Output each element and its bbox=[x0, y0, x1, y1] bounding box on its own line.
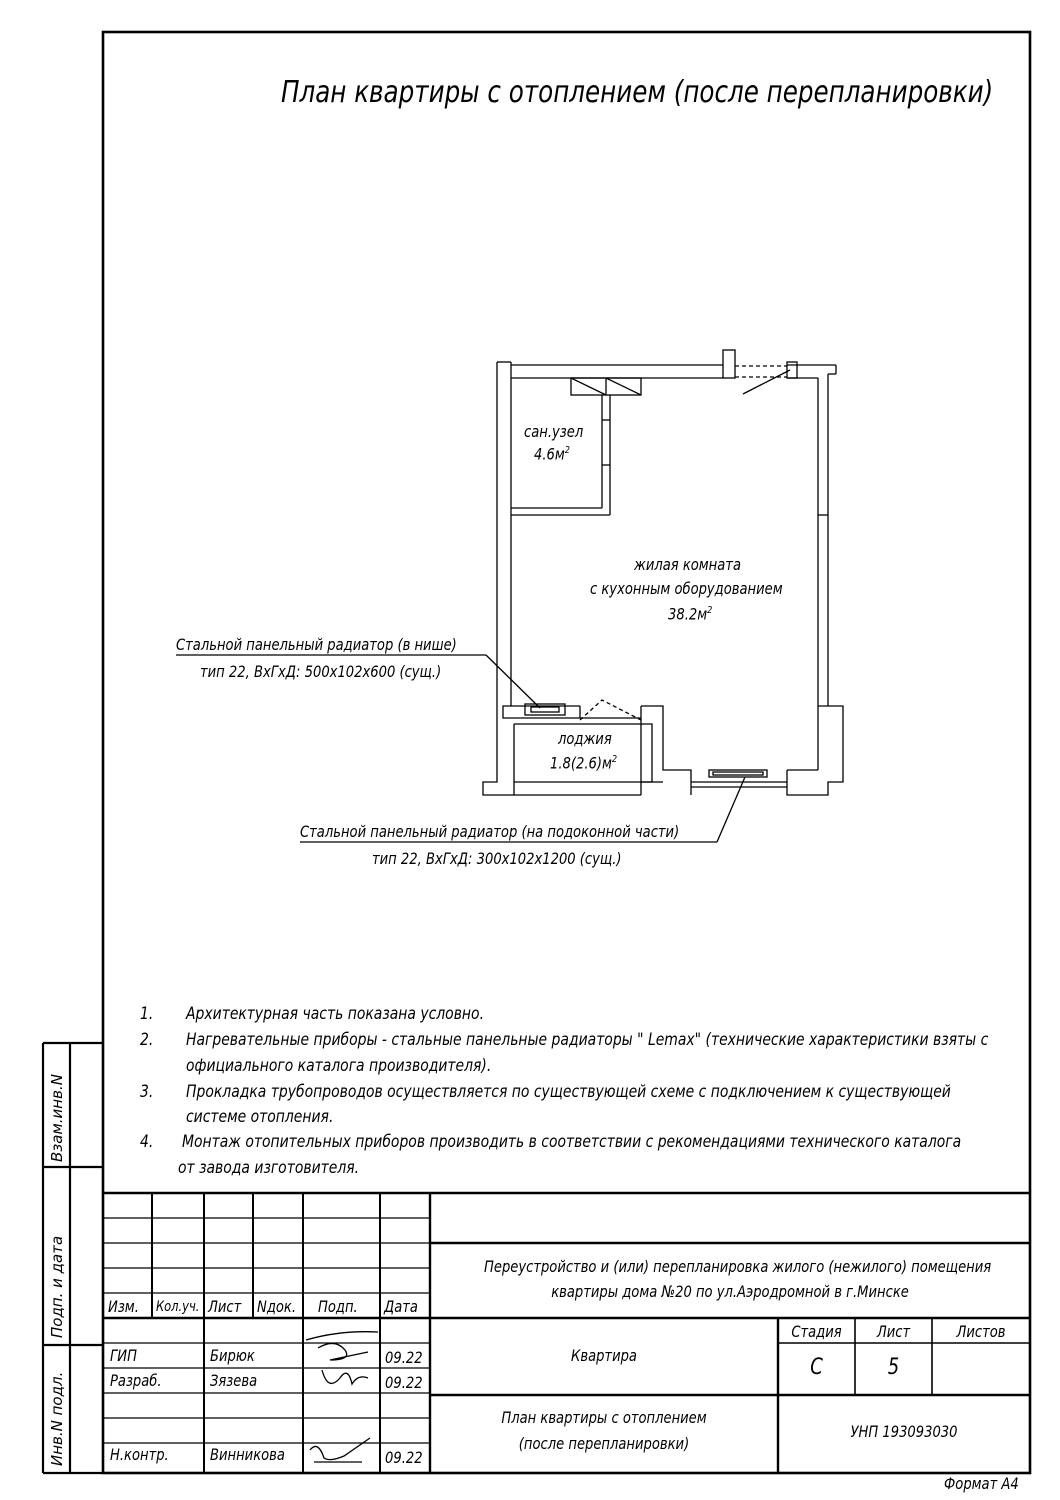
living-equipment: с кухонным оборудованием bbox=[590, 579, 783, 598]
header-ndok: Nдок. bbox=[257, 1297, 297, 1316]
note-text-cont: официального каталога производителя). bbox=[186, 1056, 492, 1076]
object-name: Квартира bbox=[571, 1346, 637, 1365]
bathroom-name: сан.узел bbox=[524, 422, 584, 441]
drawing-line1: План квартиры с отоплением bbox=[501, 1408, 707, 1427]
loggia-area: $1.8(2.6)м^2$ bbox=[550, 753, 618, 773]
sheets-label: Листов bbox=[956, 1322, 1006, 1341]
bathroom-area: $4.6м^2$ bbox=[534, 444, 570, 464]
living-name: жилая комната bbox=[634, 555, 741, 574]
date-norm: 09.22 bbox=[385, 1448, 423, 1467]
header-izm: Изм. bbox=[108, 1297, 139, 1316]
stage-label: Стадия bbox=[791, 1322, 842, 1341]
format-label: Формат А4 bbox=[944, 1474, 1019, 1493]
sheet-title: План квартиры с отоплением (после перепланировки) bbox=[281, 75, 994, 110]
note-text-cont: от завода изготовителя. bbox=[178, 1158, 360, 1178]
radiator-sill-label: Стальной панельный радиатор (на подоконной части) bbox=[300, 822, 680, 841]
stage-value: С bbox=[810, 1355, 823, 1380]
role-norm: Н.контр. bbox=[110, 1445, 169, 1464]
radiator-niche-spec: тип 22, ВхГхД: 500х102х600 (сущ.) bbox=[200, 662, 442, 681]
drawing-line2: (после перепланировки) bbox=[518, 1434, 690, 1453]
date-dev: 09.22 bbox=[385, 1373, 423, 1392]
note-text: Нагревательные приборы - стальные панельные радиаторы " Lemax" (технические характеристики взяты с bbox=[186, 1030, 989, 1050]
note-number: 1. bbox=[140, 1004, 154, 1024]
name-gip: Бирюк bbox=[210, 1346, 255, 1365]
header-kol: Кол.уч. bbox=[156, 1299, 200, 1315]
radiator-sill-spec: тип 22, ВхГхД: 300х102х1200 (сущ.) bbox=[372, 849, 622, 868]
header-podp: Подп. bbox=[318, 1297, 358, 1316]
side-stamp-swap: Взам.инв.N bbox=[48, 1074, 66, 1162]
note-number: 2. bbox=[140, 1030, 154, 1050]
role-dev: Разраб. bbox=[110, 1371, 162, 1390]
role-gip: ГИП bbox=[110, 1346, 137, 1365]
sheet-value: 5 bbox=[887, 1355, 900, 1380]
note-text-cont: системе отопления. bbox=[186, 1107, 334, 1127]
sheet-label: Лист bbox=[876, 1322, 911, 1341]
project-line1: Переустройство и (или) перепланировка жилого (нежилого) помещения bbox=[484, 1257, 992, 1276]
radiator-niche-label: Стальной панельный радиатор (в нише) bbox=[176, 635, 457, 654]
note-text: Архитектурная часть показана условно. bbox=[186, 1004, 485, 1024]
name-dev: Зязева bbox=[210, 1371, 258, 1390]
project-line2: квартиры дома №20 по ул.Аэродромной в г.Минске bbox=[551, 1282, 909, 1301]
note-number: 4. bbox=[140, 1132, 154, 1152]
living-area: $38.2м^2$ bbox=[668, 604, 713, 624]
side-stamp-inv: Инв.N подл. bbox=[48, 1371, 66, 1466]
loggia-name: лоджия bbox=[558, 729, 612, 748]
date-gip: 09.22 bbox=[385, 1348, 423, 1367]
unp-number: УНП 193093030 bbox=[850, 1422, 958, 1441]
side-stamp-sign-date: Подп. и дата bbox=[48, 1235, 66, 1338]
note-number: 3. bbox=[140, 1082, 154, 1102]
header-data: Дата bbox=[384, 1297, 418, 1316]
name-norm: Винникова bbox=[210, 1445, 285, 1464]
header-list: Лист bbox=[208, 1297, 242, 1316]
note-text: Прокладка трубопроводов осуществляется по существующей схеме с подключением к существующей bbox=[186, 1082, 951, 1102]
note-text: Монтаж отопительных приборов производить в соответствии с рекомендациями технического каталога bbox=[182, 1132, 962, 1152]
